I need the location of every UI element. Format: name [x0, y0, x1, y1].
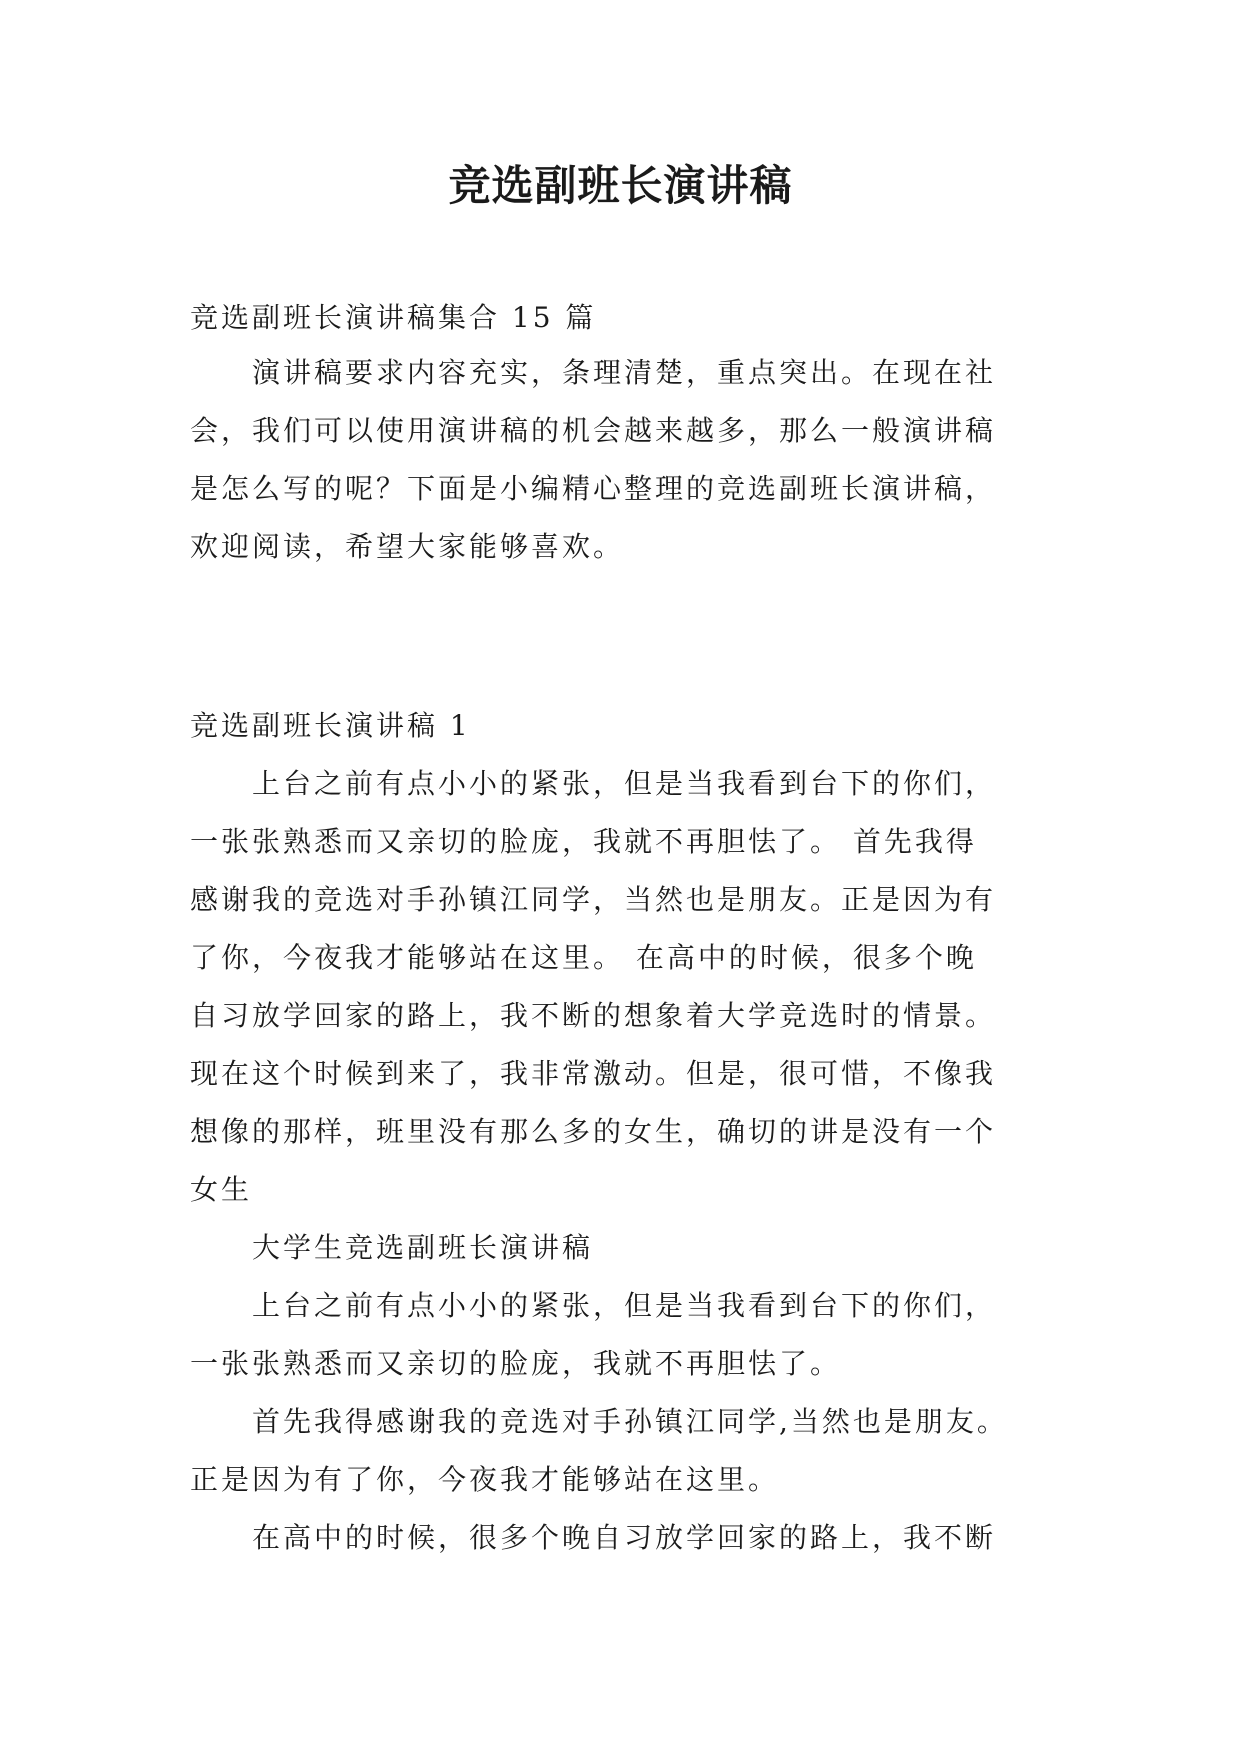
body-line-2: 一张张熟悉而又亲切的脸庞，我就不再胆怯了。 首先我得	[190, 825, 977, 858]
intro-line-2: 会，我们可以使用演讲稿的机会越来越多，那么一般演讲稿	[190, 414, 997, 447]
body-line-12: 正是因为有了你，今夜我才能够站在这里。	[190, 1463, 780, 1496]
body-line-3: 感谢我的竞选对手孙镇江同学，当然也是朋友。正是因为有	[190, 883, 997, 916]
subtitle-line: 竞选副班长演讲稿集合 15 篇	[190, 301, 597, 334]
body-line-7: 想像的那样，班里没有那么多的女生，确切的讲是没有一个	[190, 1115, 997, 1148]
body-line-5: 自习放学回家的路上，我不断的想象着大学竞选时的情景。	[190, 999, 997, 1032]
document-title: 竞选副班长演讲稿	[448, 161, 793, 210]
intro-line-3: 是怎么写的呢？下面是小编精心整理的竞选副班长演讲稿，	[190, 472, 997, 505]
section-heading-1: 竞选副班长演讲稿 1	[190, 709, 471, 742]
body-line-6: 现在这个时候到来了，我非常激动。但是，很可惜，不像我	[190, 1057, 997, 1090]
body-line-13: 在高中的时候，很多个晚自习放学回家的路上，我不断	[190, 1521, 997, 1554]
body-line-9: 上台之前有点小小的紧张，但是当我看到台下的你们，	[190, 1289, 997, 1322]
body-line-1: 上台之前有点小小的紧张，但是当我看到台下的你们，	[190, 767, 997, 800]
body-line-10: 一张张熟悉而又亲切的脸庞，我就不再胆怯了。	[190, 1347, 842, 1380]
body-line-8: 女生	[190, 1173, 253, 1206]
body-line-4: 了你，今夜我才能够站在这里。 在高中的时候，很多个晚	[190, 941, 977, 974]
intro-line-4: 欢迎阅读，希望大家能够喜欢。	[190, 530, 625, 563]
intro-line-1: 演讲稿要求内容充实，条理清楚，重点突出。在现在社	[190, 356, 997, 389]
subheading-line: 大学生竞选副班长演讲稿	[190, 1231, 594, 1264]
body-line-11: 首先我得感谢我的竞选对手孙镇江同学,当然也是朋友。	[190, 1405, 1008, 1438]
